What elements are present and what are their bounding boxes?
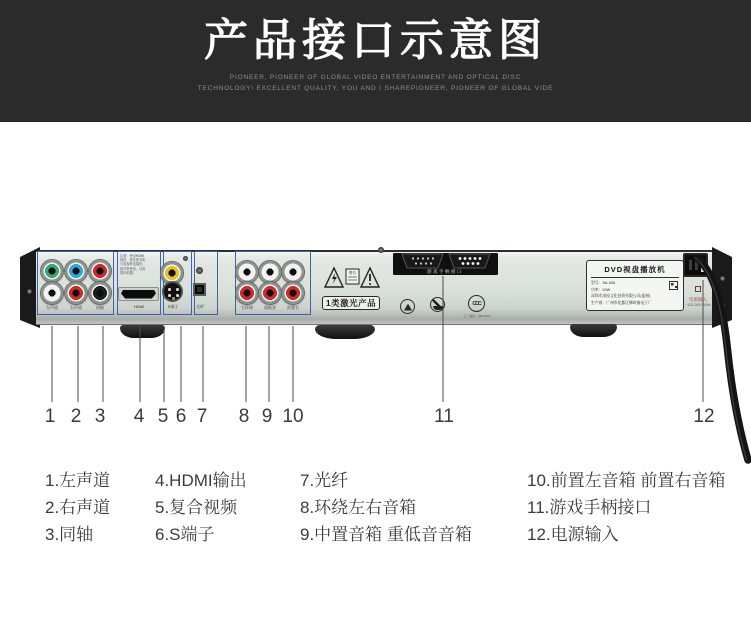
laser-class-label [322, 296, 380, 310]
warning-label: 警告 [348, 271, 357, 275]
legend-column-4 [527, 467, 725, 548]
screw [196, 267, 203, 274]
game-port-label: 游戏手柄接口 [427, 269, 463, 274]
jack-label: 右环绕 [241, 305, 253, 310]
laser-class-text: 1类激光产品 [325, 298, 377, 308]
callout-number-2: 2 [70, 406, 82, 427]
callout-number-1: 1 [44, 406, 56, 427]
device-foot [120, 325, 165, 338]
device-foot [315, 325, 375, 339]
jack-label: 前置右 [287, 305, 299, 310]
svideo-label: S端子 [167, 304, 179, 309]
jack-label: 左声道 [46, 305, 58, 310]
legend-item: 1.左声道 [45, 471, 111, 490]
callout-number-10: 10 [282, 406, 304, 427]
screw [378, 247, 384, 253]
callout-number-4: 4 [133, 406, 145, 427]
surround-right-jack [236, 282, 258, 304]
screw-hole [27, 289, 32, 294]
callout-number-12: 12 [693, 406, 715, 427]
callout-number-8: 8 [238, 406, 250, 427]
jack-label: 重低音 [264, 305, 276, 310]
coaxial-jack [89, 282, 111, 304]
legend-item: 6.S端子 [155, 525, 215, 544]
legend-item: 7.光纤 [300, 471, 349, 490]
callout-number-5: 5 [157, 406, 169, 427]
audio-jack-right [65, 282, 87, 304]
ccc-mark-icon: CCC [468, 295, 485, 312]
power-spec-text: ~110-240V 50Hz [685, 303, 711, 307]
front-left-jack [282, 261, 304, 283]
nameplate-model: 型号：SA-005 [591, 281, 616, 285]
header-subtitle-line1: PIONEER, PIONEER OF GLOBAL VIDEO ENTERTAINMENT AND OPTICAL DISC [229, 74, 522, 81]
svideo-port [162, 281, 183, 302]
legend-item: 5.复合视频 [155, 498, 238, 517]
game-controller-ports [393, 253, 498, 275]
power-icon [695, 286, 701, 292]
legend-item: 10.前置左音箱 前置右音箱 [527, 471, 726, 490]
optical-label: 光纤 [196, 304, 204, 309]
power-input-label [675, 279, 721, 308]
legend-column-2 [155, 467, 247, 548]
center-jack [259, 261, 281, 283]
legend-item: 11.游戏手柄接口 [527, 498, 652, 517]
legend-column-1 [45, 467, 110, 548]
legend-column-3 [300, 467, 472, 548]
nameplate [586, 260, 684, 311]
legend-item: 8.环绕左右音箱 [300, 498, 417, 517]
device-rear-panel [20, 246, 732, 341]
component-jack-y [41, 260, 63, 282]
optical-port [193, 283, 206, 296]
green-package-icon [400, 299, 415, 314]
callout-number-7: 7 [196, 406, 208, 427]
page-title: 产品接口示意图 [204, 16, 547, 65]
subwoofer-jack [259, 282, 281, 304]
hdmi-label: HDMI [133, 304, 145, 309]
callout-number-6: 6 [175, 406, 187, 427]
jack-label: 右声道 [70, 305, 82, 310]
screw [183, 256, 188, 261]
header-banner [0, 0, 751, 122]
nameplate-title: DVD视盘播放机 [591, 261, 679, 278]
nameplate-manufacturer: 生产商：广州市花都区狮岭镇电子厂 [591, 300, 652, 305]
hdmi-note-text: 注意：使用HDMI线时，请先把本机与电视机连接好，再开机使用，以免损坏机器！ [120, 254, 146, 275]
front-right-jack [282, 282, 304, 304]
hdmi-port [118, 287, 159, 301]
ccc-factory-code: 工厂编码：M5U9574 [462, 314, 492, 318]
legend-item: 2.右声道 [45, 498, 111, 517]
audio-jack-left [41, 282, 63, 304]
device-foot [570, 324, 617, 337]
callout-number-3: 3 [94, 406, 106, 427]
header-subtitle-line2: TECHNOLOGY! EXCELLENT QUALITY, YOU AND I SHAREPIONEER, PIONEER OF GLOBAL VIDE [197, 85, 554, 92]
jack-label: 同轴 [96, 305, 104, 310]
surround-left-jack [236, 261, 258, 283]
legend-item: 12.电源输入 [527, 525, 619, 544]
disposal-icon [430, 297, 445, 312]
component-jack-cr [89, 260, 111, 282]
power-socket [683, 253, 708, 277]
callout-number-9: 9 [261, 406, 273, 427]
warning-symbols [322, 264, 382, 290]
power-input-text: 电源输入 [689, 297, 707, 302]
legend-item: 9.中置音箱 重低音音箱 [300, 525, 472, 544]
nameplate-power: 功率：20W [591, 287, 611, 292]
nameplate-supervisor: 深圳市深投文化投资有限公司(监制) [591, 294, 651, 299]
hdmi-plug-opening [121, 290, 156, 299]
legend-item: 3.同轴 [45, 525, 94, 544]
component-jack-cb [65, 260, 87, 282]
legend-item: 4.HDMI输出 [155, 471, 247, 490]
callout-number-11: 11 [434, 406, 454, 427]
